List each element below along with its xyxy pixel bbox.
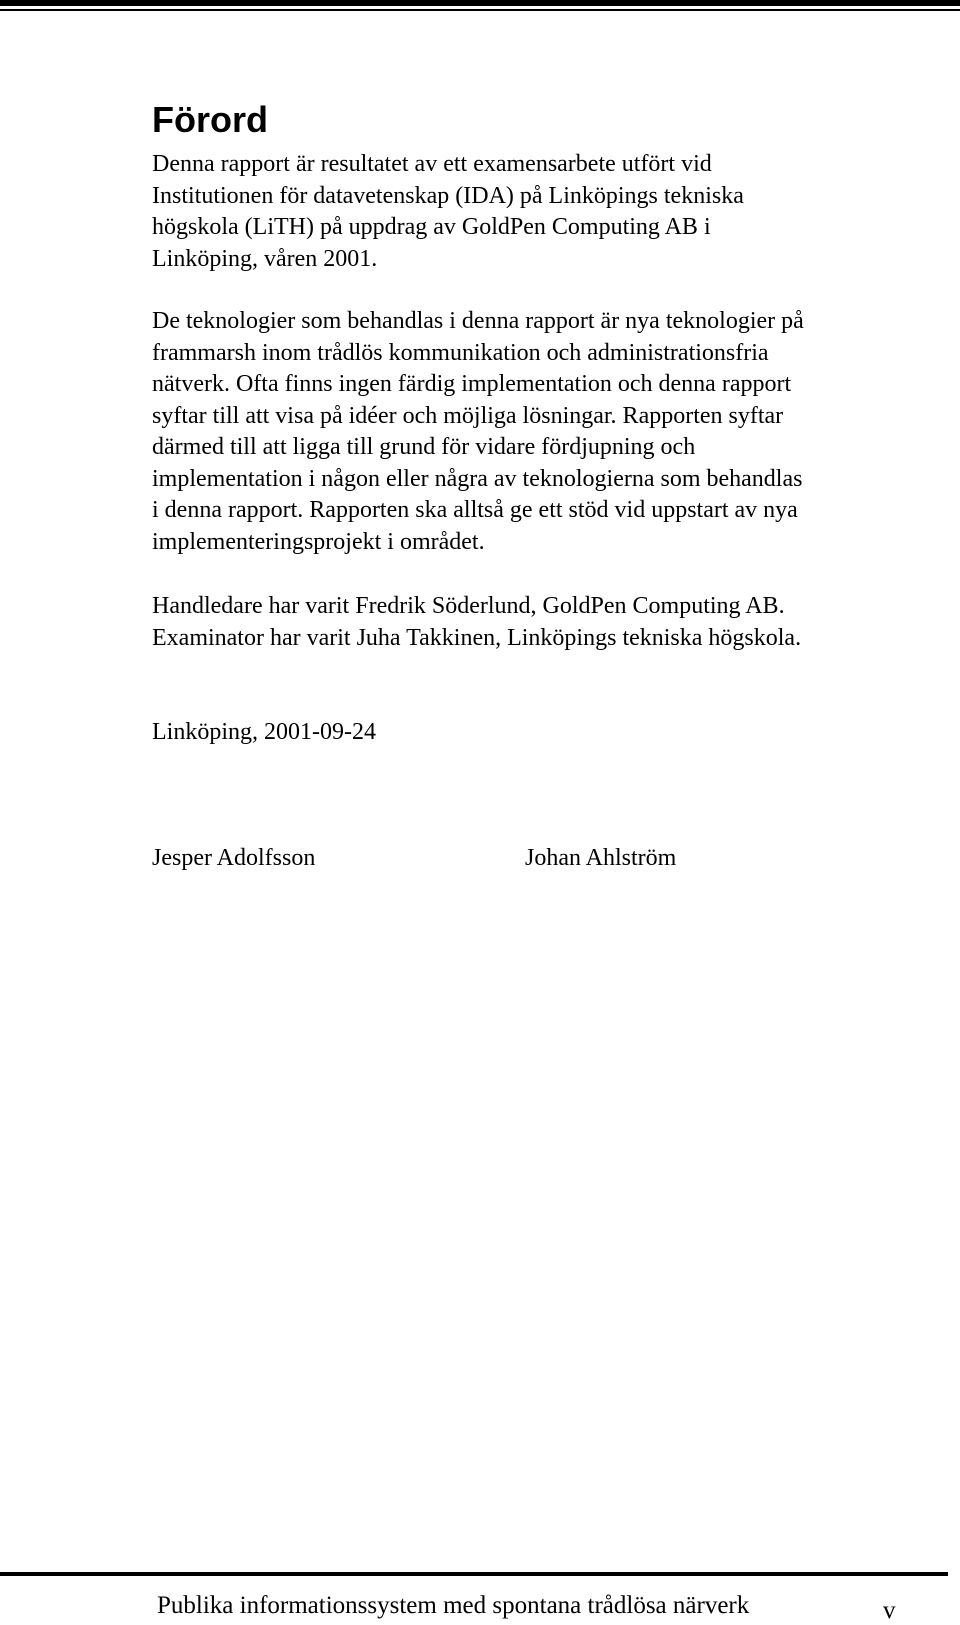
text-line: implementation i någon eller några av teknologierna som behandlas (152, 465, 803, 492)
text-line: frammarsh inom trådlös kommunikation och administrationsfria (152, 339, 769, 366)
text-line: i denna rapport. Rapporten ska alltså ge ett stöd vid uppstart av nya (152, 497, 798, 523)
text-line: Examinator har varit Juha Takkinen, Linköpings tekniska högskola. (152, 624, 802, 651)
paragraph-technologies (152, 306, 912, 558)
top-rule (0, 0, 960, 6)
text-line: Linköping, 2001-09-24 (152, 719, 376, 745)
text-line: syftar till att visa på idéer och möjliga lösningar. Rapporten syftar (152, 402, 784, 429)
author-name: Johan Ahlström (525, 845, 677, 871)
paragraph-supervisors (152, 591, 912, 654)
text-line: Linköping, våren 2001. (152, 245, 378, 272)
footer-rule (0, 1572, 948, 1576)
page-heading: Förord (152, 99, 268, 140)
text-line: De teknologier som behandlas i denna rapport är nya teknologier på (152, 308, 804, 334)
footer-title: Publika informationssystem med spontana trådlösa närverk (157, 1592, 750, 1619)
text-line: Denna rapport är resultatet av ett examensarbete utfört vid (152, 151, 712, 177)
top-rule-thin (0, 9, 960, 11)
text-line: nätverk. Ofta finns ingen färdig implementation och denna rapport (152, 371, 792, 397)
author-name: Jesper Adolfsson (152, 845, 316, 871)
page-number: v (883, 1597, 896, 1624)
paragraph-intro (152, 149, 912, 275)
text-line: Institutionen för datavetenskap (IDA) på Linköpings tekniska (152, 182, 744, 209)
text-line: implementeringsprojekt i området. (152, 528, 485, 555)
text-line: högskola (LiTH) på uppdrag av GoldPen Computing AB i (152, 214, 711, 240)
place-date (152, 717, 912, 749)
text-line: Handledare har varit Fredrik Söderlund, GoldPen Computing AB. (152, 593, 785, 619)
text-line: därmed till att ligga till grund för vidare fördjupning och (152, 434, 696, 460)
